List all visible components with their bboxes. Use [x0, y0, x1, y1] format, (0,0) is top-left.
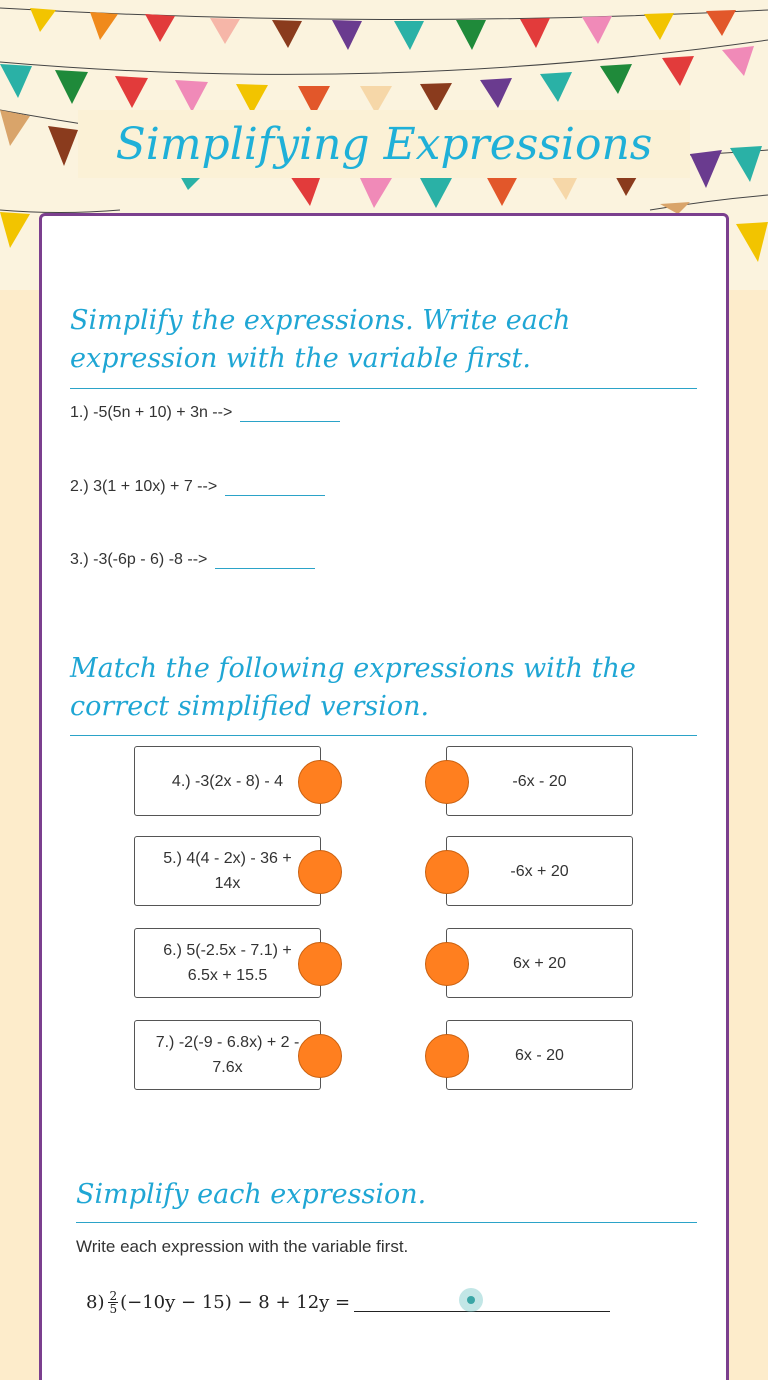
section3-divider: [76, 1222, 697, 1223]
match-left-text: 7.) -2(-9 - 6.8x) + 2 - 7.6x: [155, 1034, 300, 1076]
question-3-text: 3.) -3(-6p - 6) -8 -->: [70, 551, 208, 568]
match-right-connector-dot[interactable]: [425, 942, 469, 986]
match-left-text: 4.) -3(2x - 8) - 4: [171, 772, 284, 790]
match-right-connector-dot[interactable]: [425, 1034, 469, 1078]
match-right-text: -6x - 20: [512, 772, 567, 790]
equation-expression: (−10y − 15) − 8 + 12y =: [120, 1292, 351, 1313]
match-left-connector-dot[interactable]: [298, 942, 342, 986]
match-left-item[interactable]: [134, 928, 321, 998]
match-left-item[interactable]: [134, 746, 321, 816]
section3-instructions: Write each expression with the variable first.: [76, 1237, 409, 1256]
match-right-item[interactable]: [446, 928, 633, 998]
match-left-connector-dot[interactable]: [298, 1034, 342, 1078]
match-right-item[interactable]: [446, 1020, 633, 1090]
page-title: Simplifying Expressions: [115, 118, 653, 170]
match-right-connector-dot[interactable]: [425, 850, 469, 894]
match-right-item[interactable]: [446, 836, 633, 906]
fraction: [108, 1290, 118, 1315]
match-right-text: 6x - 20: [515, 1046, 564, 1064]
section2-heading: Match the following expressions with the correct simplified version.: [70, 653, 636, 722]
match-right-text: -6x + 20: [510, 862, 569, 880]
match-right-connector-dot[interactable]: [425, 760, 469, 804]
answer-blank-3[interactable]: [215, 549, 315, 569]
question-2: [70, 476, 325, 496]
title-box: [78, 110, 690, 178]
match-left-item[interactable]: [134, 836, 321, 906]
question-2-text: 2.) 3(1 + 10x) + 7 -->: [70, 478, 218, 495]
match-left-item[interactable]: [134, 1020, 321, 1090]
question-3: [70, 549, 315, 569]
match-left-text: 5.) 4(4 - 2x) - 36 + 14x: [163, 850, 292, 892]
section1-heading: Simplify the expressions. Write each expression with the variable first.: [70, 305, 571, 374]
cursor-indicator: [459, 1288, 483, 1312]
match-left-text: 6.) 5(-2.5x - 7.1) + 6.5x + 15.5: [163, 942, 292, 984]
answer-blank-1[interactable]: [240, 402, 340, 422]
equation-label: 8): [86, 1292, 105, 1313]
section3-heading: Simplify each expression.: [76, 1179, 427, 1210]
match-right-text: 6x + 20: [513, 954, 566, 972]
question-1-text: 1.) -5(5n + 10) + 3n -->: [70, 404, 233, 421]
section2-divider: [70, 735, 697, 736]
equation-8: [86, 1290, 610, 1315]
match-right-item[interactable]: [446, 746, 633, 816]
fraction-denominator: 5: [109, 1302, 118, 1316]
fraction-numerator: 2: [109, 1289, 118, 1303]
section1-divider: [70, 388, 697, 389]
match-left-connector-dot[interactable]: [298, 760, 342, 804]
answer-blank-2[interactable]: [225, 476, 325, 496]
question-1: [70, 402, 340, 422]
match-left-connector-dot[interactable]: [298, 850, 342, 894]
